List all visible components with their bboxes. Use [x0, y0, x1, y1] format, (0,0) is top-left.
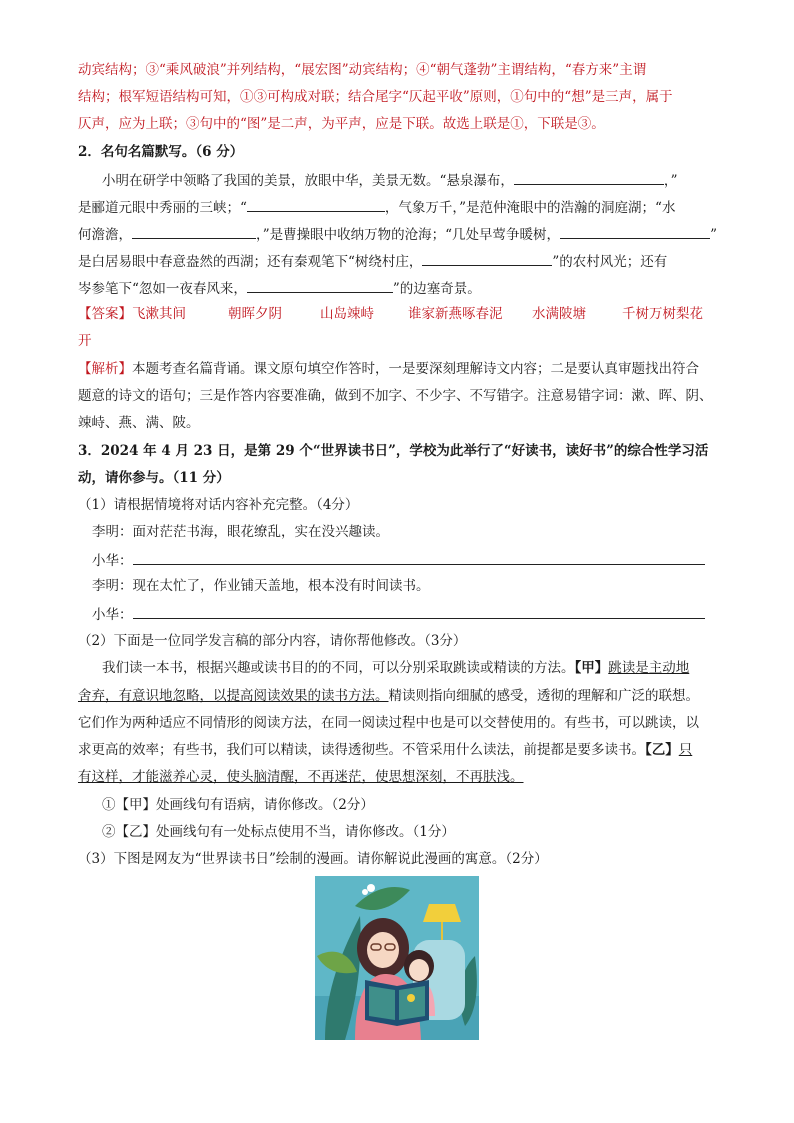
q2-analysis-line-3: 竦峙、燕、满、陂。 — [78, 415, 200, 431]
underlined-sentence-jia: 跳读是主动地 — [608, 660, 690, 676]
q2-text: 岑参笔下“忽如一夜春风来， — [78, 281, 247, 297]
speaker-label: 小华： — [92, 553, 133, 569]
speech-line-5 — [78, 768, 724, 786]
q2-line-5 — [78, 278, 724, 298]
answer-item: 朝晖夕阴 — [228, 306, 282, 322]
analysis-text: 本题考查名篇背诵。课文原句填空作答时，一是要深刻理解诗文内容；二是要认真审题找出符合 — [132, 361, 699, 377]
question-3-title-line-1: 3．2024 年 4 月 23 日，是第 29 个“世界读书日”，学校为此举行了“好读书，读好书”的综合性学习活 — [78, 443, 709, 459]
analysis-line-2: 结构；根军短语结构可知，①③可构成对联；结合尾字“仄起平收”原则，①句中的“想”是三声，属于 — [78, 89, 673, 105]
q2-text: ，”是曹操眼中收纳万物的沧海；“几处早莺争暖树， — [256, 227, 561, 243]
q2-answer-tail: 开 — [78, 333, 92, 349]
answer-blank[interactable] — [247, 278, 393, 293]
answer-blank[interactable] — [132, 224, 256, 239]
q2-text: 何澹澹， — [78, 227, 132, 243]
question-2-title: 2．名句名篇默写。（6 分） — [78, 144, 244, 160]
dialogue-xiaohua-2 — [92, 604, 724, 624]
analysis-line-3: 仄声，应为上联；③句中的“图”是二声，为平声，应是下联。故选上联是①，下联是③。 — [78, 116, 605, 132]
answer-blank[interactable] — [514, 170, 664, 185]
answer-item: 千树万树梨花 — [622, 306, 703, 322]
underlined-sentence-yi: 有这样，才能滋养心灵，使头脑清醒，不再迷茫，使思想深刻，不再肤浅。 — [78, 769, 524, 785]
reading-comic-illustration — [315, 876, 479, 1040]
q2-answer-line — [78, 305, 724, 323]
q3-2-item-2: ②【乙】处画线句有一处标点使用不当，请你修改。（1分） — [102, 824, 455, 840]
q3-sub-1: （1）请根据情境将对话内容补充完整。（4分） — [78, 497, 359, 513]
speech-line-3: 它们作为两种适应不同情形的阅读方法，在同一阅读过程中也是可以交替使用的。有些书，可以跳读，以 — [78, 715, 699, 731]
q3-2-item-1: ①【甲】处画线句有语病，请你修改。（2分） — [102, 797, 374, 813]
answer-blank[interactable] — [422, 251, 552, 266]
speaker-label: 小华： — [92, 607, 133, 623]
speech-text: 我们读一本书，根据兴趣或读书目的的不同，可以分别采取跳读或精读的方法。 — [102, 660, 575, 676]
q2-line-3 — [78, 224, 724, 244]
q2-text: ”的边塞奇景。 — [392, 281, 481, 297]
underlined-sentence-jia: 舍弃，有意识地忽略，以提高阅读效果的读书方法。 — [78, 688, 389, 704]
question-3-title-line-2: 动，请你参与。（11 分） — [78, 470, 230, 486]
answer-blank[interactable] — [133, 550, 705, 565]
analysis-text: ③“乘风破浪”并列结构，“展宏图”动宾结构；④“朝气蓬勃”主谓结构，“春方来”主谓 — [145, 62, 647, 78]
answer-item: 谁家新燕啄春泥 — [408, 306, 503, 322]
answer-blank[interactable] — [247, 197, 385, 212]
dialogue-xiaohua-1 — [92, 550, 724, 570]
dialogue-liming-2: 李明：现在太忙了，作业铺天盖地，根本没有时间读书。 — [92, 578, 430, 594]
q2-text: ”的农村风光；还有 — [552, 254, 668, 270]
dialogue-liming-1: 李明：面对茫茫书海，眼花缭乱，实在没兴趣读。 — [92, 524, 389, 540]
answer-item: 飞漱其间 — [132, 306, 186, 322]
answer-item: 水满陂塘 — [532, 306, 586, 322]
q2-text: 小明在研学中领略了我国的美景，放眼中华，美景无数。“悬泉瀑布， — [102, 173, 514, 189]
answer-label: 【答案】 — [78, 306, 132, 322]
answer-item: 山岛竦峙 — [320, 306, 374, 322]
speech-text: 求更高的效率；有些书，我们可以精读，读得透彻些。不管采用什么读法，前提都是要多读书。 — [78, 742, 645, 758]
answer-blank[interactable] — [133, 604, 705, 619]
underlined-sentence-yi: 只 — [678, 742, 693, 758]
speech-line-1 — [102, 659, 724, 677]
q2-line-4 — [78, 251, 724, 271]
q2-text: ，” — [663, 173, 678, 189]
q2-analysis-line-1 — [78, 360, 724, 378]
speech-line-4 — [78, 741, 724, 759]
analysis-text: 动宾结构； — [78, 62, 146, 78]
q2-analysis-line-2: 题意的诗文的语句；三是作答内容要准确，做到不加字、不少字、不写错字。注意易错字词：漱、晖、阴、 — [78, 388, 713, 404]
marker-yi: 【乙】 — [645, 742, 679, 758]
analysis-line-1 — [78, 61, 724, 79]
speech-line-2 — [78, 687, 724, 705]
q2-text: ，气象万千，”是范仲淹眼中的浩瀚的洞庭湖；“水 — [384, 200, 676, 216]
q2-line-2 — [78, 197, 724, 217]
q2-text: 是郦道元眼中秀丽的三峡；“ — [78, 200, 247, 216]
q2-line-1 — [102, 170, 724, 190]
q2-text: 是白居易眼中春意盎然的西湖；还有秦观笔下“树绕村庄， — [78, 254, 423, 270]
q2-text: ” — [710, 227, 717, 243]
speech-text: 精读则指向细腻的感受，透彻的理解和广泛的联想。 — [388, 688, 699, 704]
analysis-label: 【解析】 — [78, 361, 132, 377]
marker-jia: 【甲】 — [574, 660, 609, 676]
q3-sub-3: （3）下图是网友为“世界读书日”绘制的漫画。请你解说此漫画的寓意。（2分） — [78, 851, 548, 867]
q3-sub-2: （2）下面是一位同学发言稿的部分内容，请你帮他修改。（3分） — [78, 633, 467, 649]
answer-blank[interactable] — [560, 224, 710, 239]
